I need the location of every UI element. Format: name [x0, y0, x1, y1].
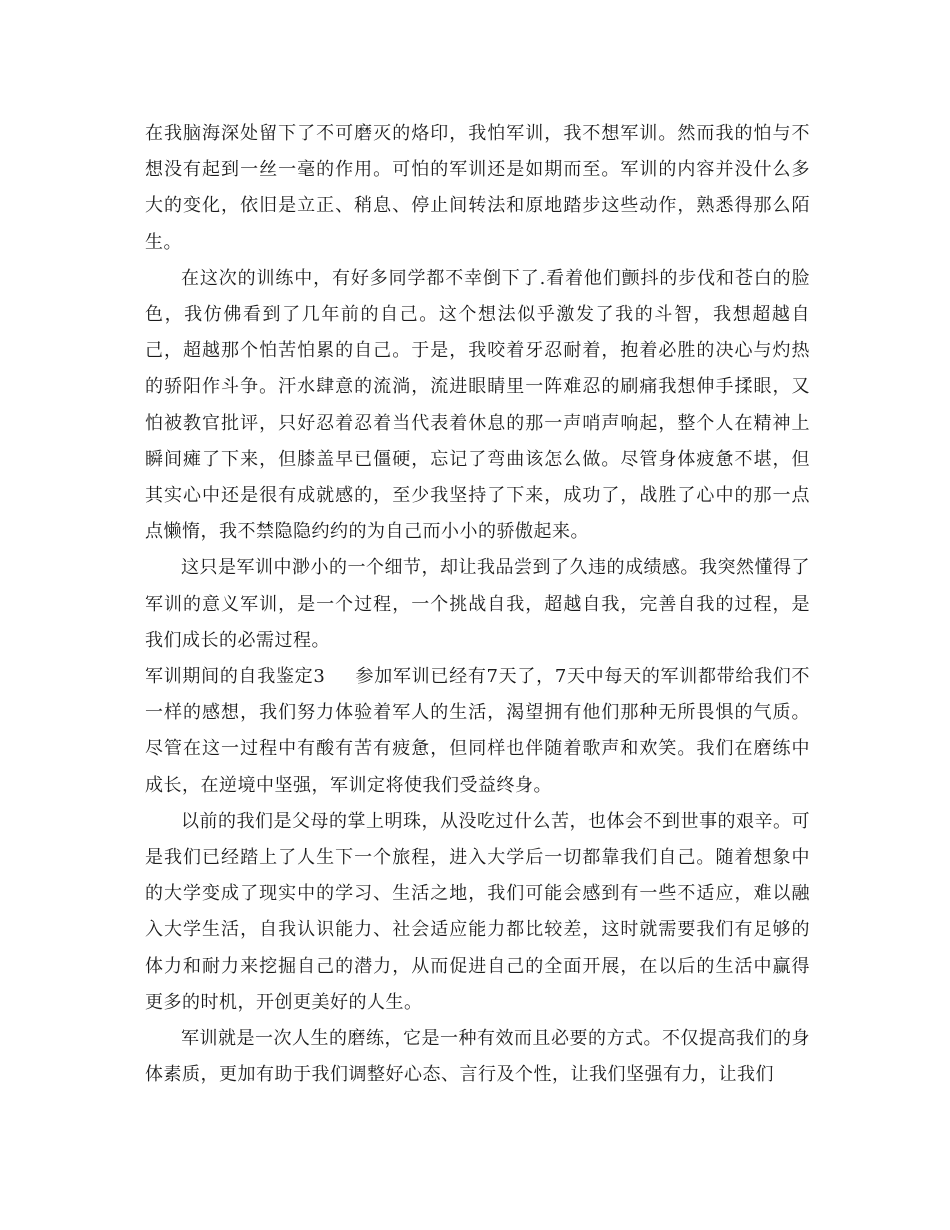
document-body — [145, 116, 810, 1093]
section-paragraph — [145, 659, 810, 804]
paragraph-2: 在这次的训练中，有好多同学都不幸倒下了.看着他们颤抖的步伐和苍白的脸色，我仿佛看到了几年前的自己。这个想法似乎激发了我的斗智，我想超越自己，超越那个怕苦怕累的自己。于是，我咬着牙忍耐着，抱着必胜的决心与灼热的骄阳作斗争。汗水肆意的流淌，流进眼睛里一阵难忍的刷痛我想伸手揉眼，又怕被教官批评，只好忍着忍着当代表着休息的那一声哨声响起，整个人在精神上瞬间瘫了下来，但膝盖早已僵硬，忘记了弯曲该怎么做。尽管身体疲惫不堪，但其实心中还是很有成就感的，至少我坚持了下来，成功了，战胜了心中的那一点点懒惰，我不禁隐隐约约的为自己而小小的骄傲起来。 — [145, 267, 810, 543]
paragraph-5: 以前的我们是父母的掌上明珠，从没吃过什么苦，也体会不到世事的艰辛。可是我们已经踏上了人生下一个旅程，进入大学后一切都靠我们自己。随着想象中的大学变成了现实中的学习、生活之地，我们可能会感到有一些不适应，难以融入大学生活，自我认识能力、社会适应能力都比较差，这时就需要我们有足够的体力和耐力来挖掘自己的潜力，从而促进自己的全面开展，在以后的生活中赢得更多的时机，开创更美好的人生。 — [145, 810, 810, 1013]
section-first-text: 参加军训已经有7天了，7天中每天的军训都带给我们不一样的感想，我们努力体验着军人的生活，渴望拥有他们那种无所畏惧的气质。尽管在这一过程中有酸有苦有疲惫，但同样也伴随着歌声和欢笑。我们在磨练中成长，在逆境中坚强，军训定将使我们受益终身。 — [145, 666, 810, 796]
section-title: 军训期间的自我鉴定3 — [145, 666, 326, 688]
paragraph-6: 军训就是一次人生的磨练，它是一种有效而且必要的方式。不仅提高我们的身体素质，更加有助于我们调整好心态、言行及个性，让我们坚强有力，让我们 — [145, 1028, 810, 1086]
paragraph-1: 在我脑海深处留下了不可磨灭的烙印，我怕军训，我不想军训。然而我的怕与不想没有起到一丝一毫的作用。可怕的军训还是如期而至。军训的内容并没什么多大的变化，依旧是立正、稍息、停止间转法和原地踏步这些动作，熟悉得那么陌生。 — [145, 123, 810, 253]
paragraph-3: 这只是军训中渺小的一个细节，却让我品尝到了久违的成绩感。我突然懂得了军训的意义军训，是一个过程，一个挑战自我，超越自我，完善自我的过程，是我们成长的必需过程。 — [145, 557, 810, 651]
